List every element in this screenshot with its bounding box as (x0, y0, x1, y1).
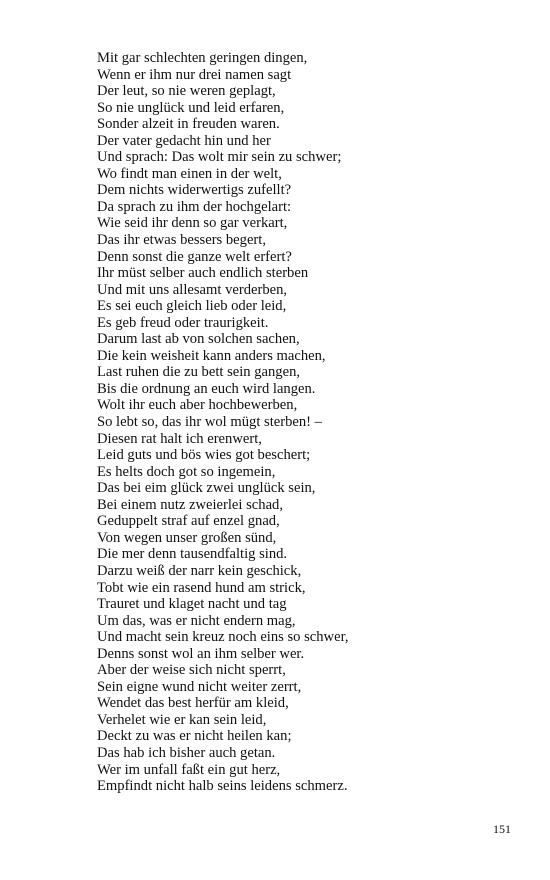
poem-line: Bei einem nutz zweierlei schad, (97, 496, 283, 513)
poem-line: Ihr müst selber auch endlich sterben (97, 265, 309, 282)
poem-line: Mit gar schlechten geringen dingen, (97, 50, 308, 66)
poem-line: Die mer denn tausendfaltig sind. (97, 546, 288, 563)
poem-line: Diesen rat halt ich erenwert, (97, 430, 262, 447)
page-number: 151 (493, 822, 511, 836)
poem-line: Um das, was er nicht endern mag, (97, 612, 296, 629)
poem-line: Der leut, so nie weren geplagt, (97, 83, 276, 100)
poem-line: Von wegen unser großen sünd, (97, 529, 277, 546)
poem-line: Last ruhen die zu bett sein gangen, (97, 364, 301, 381)
poem-line: Aber der weise sich nicht sperrt, (97, 662, 286, 679)
poem-line: Sein eigne wund nicht weiter zerrt, (97, 678, 302, 695)
poem-line: Geduppelt straf auf enzel gnad, (97, 513, 280, 530)
poem-line: Und mit uns allesamt verderben, (97, 281, 288, 298)
poem-line: Darum last ab von solchen sachen, (97, 331, 300, 348)
poem-line: Denn sonst die ganze welt erfert? (97, 248, 292, 265)
poem-line: Sonder alzeit in freuden waren. (97, 116, 280, 133)
poem-line: Und macht sein kreuz noch eins so schwer, (97, 629, 349, 646)
poem-line: So lebt so, das ihr wol mügt sterben! – (97, 414, 322, 431)
poem-line: Es geb freud oder traurigkeit. (97, 314, 269, 331)
poem-line: Verhelet wie er kan sein leid, (97, 711, 267, 728)
poem-line: Dem nichts widerwertigs zufellt? (97, 182, 292, 199)
poem-line: So nie unglück und leid erfaren, (97, 99, 285, 116)
poem-line: Denns sonst wol an ihm selber wer. (97, 645, 305, 662)
poem-line: Wie seid ihr denn so gar verkart, (97, 215, 288, 232)
poem-line: Leid guts und bös wies got beschert; (97, 447, 311, 464)
poem-line: Wolt ihr euch aber hochbewerben, (97, 397, 298, 414)
poem-line: Darzu weiß der narr kein geschick, (97, 562, 302, 579)
poem-line: Wer im unfall faßt ein gut herz, (97, 761, 281, 778)
poem-line: Wo findt man einen in der welt, (97, 165, 282, 182)
poem-line: Und sprach: Das wolt mir sein zu schwer; (97, 149, 342, 166)
poem-text (97, 50, 517, 795)
poem-line: Trauret und klaget nacht und tag (97, 596, 287, 613)
poem-line: Da sprach zu ihm der hochgelart: (97, 198, 292, 215)
poem-line: Wendet das best herfür am kleid, (97, 695, 289, 712)
poem-line: Wenn er ihm nur drei namen sagt (97, 66, 292, 83)
poem-line: Das ihr etwas bessers begert, (97, 232, 266, 249)
poem-line: Empfindt nicht halb seins leidens schmerz. (97, 778, 348, 795)
poem-line: Die kein weisheit kann anders machen, (97, 347, 326, 364)
poem-line: Tobt wie ein rasend hund am strick, (97, 579, 306, 596)
poem-line: Es sei euch gleich lieb oder leid, (97, 298, 287, 315)
poem-line: Das bei eim glück zwei unglück sein, (97, 480, 316, 497)
poem-line: Das hab ich bisher auch getan. (97, 744, 276, 761)
poem-line: Bis die ordnung an euch wird langen. (97, 380, 316, 397)
poem-line: Deckt zu was er nicht heilen kan; (97, 728, 292, 745)
poem-line: Der vater gedacht hin und her (97, 132, 271, 149)
poem-line: Es helts doch got so ingemein, (97, 463, 276, 480)
